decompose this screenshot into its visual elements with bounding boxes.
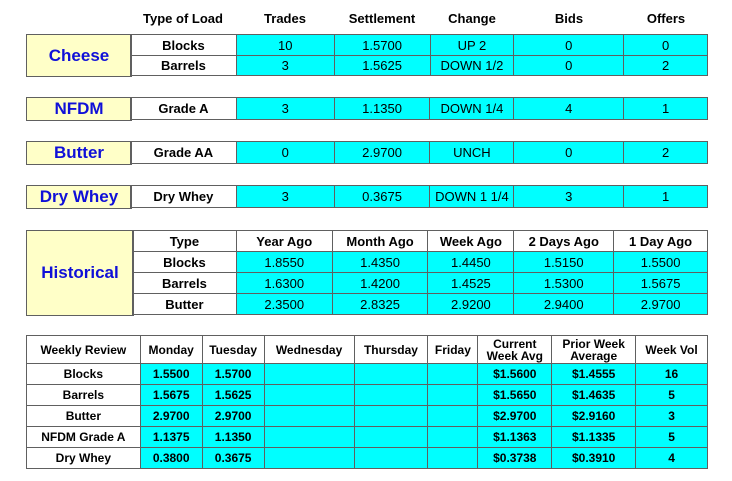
current-week-avg-cell: $1.1363: [478, 427, 552, 448]
offers-cell: 1: [624, 98, 708, 120]
value-cell: 1.5300: [514, 273, 614, 294]
trades-cell: 3: [236, 56, 334, 76]
weekly-header-friday: Friday: [428, 336, 478, 364]
table-row: [27, 364, 708, 385]
weekly-header-wednesday: Wednesday: [264, 336, 354, 364]
tuesday-cell: 1.5625: [202, 385, 264, 406]
prior-week-average-cell: $1.1335: [552, 427, 636, 448]
section-label-historical: Historical: [26, 230, 134, 316]
thursday-cell: [354, 448, 428, 469]
value-cell: 1.4450: [428, 252, 514, 273]
hist-header-1-day-ago: 1 Day Ago: [614, 231, 708, 252]
historical-table: [132, 230, 708, 315]
hist-header-month-ago: Month Ago: [332, 231, 428, 252]
wednesday-cell: [264, 448, 354, 469]
week-vol-cell: 3: [636, 406, 708, 427]
value-cell: 1.6300: [236, 273, 332, 294]
trades-cell: 3: [236, 98, 334, 120]
value-cell: 1.8550: [236, 252, 332, 273]
header-change: Change: [448, 11, 496, 26]
trades-cell: 0: [236, 142, 334, 164]
bids-cell: 0: [514, 142, 624, 164]
monday-cell: 1.1375: [140, 427, 202, 448]
table-row: [133, 273, 708, 294]
current-week-avg-cell: $0.3738: [478, 448, 552, 469]
monday-cell: 0.3800: [140, 448, 202, 469]
cheese-table: [130, 34, 708, 76]
value-cell: 1.5150: [514, 252, 614, 273]
settlement-cell: 1.5700: [334, 35, 430, 56]
weekly-header-current-week-avg: Current Week Avg: [478, 336, 552, 364]
change-cell: DOWN 1/4: [430, 98, 514, 120]
prior-week-average-cell: $1.4555: [552, 364, 636, 385]
change-cell: UNCH: [430, 142, 514, 164]
wednesday-cell: [264, 385, 354, 406]
week-vol-cell: 5: [636, 385, 708, 406]
table-row: [133, 252, 708, 273]
nfdm-table: [130, 97, 708, 120]
weekly-review-table: [26, 335, 708, 469]
table-row: [131, 35, 708, 56]
value-cell: 1.4525: [428, 273, 514, 294]
tuesday-cell: 1.5700: [202, 364, 264, 385]
table-row: [131, 56, 708, 76]
table-row: [27, 385, 708, 406]
thursday-cell: [354, 385, 428, 406]
row-type: Barrels: [131, 56, 237, 76]
value-cell: 1.4350: [332, 252, 428, 273]
dry-whey-table: [130, 185, 708, 208]
monday-cell: 1.5500: [140, 364, 202, 385]
tuesday-cell: 1.1350: [202, 427, 264, 448]
current-week-avg-cell: $1.5600: [478, 364, 552, 385]
friday-cell: [428, 364, 478, 385]
table-row: [133, 294, 708, 315]
settlement-cell: 0.3675: [334, 186, 430, 208]
table-row: [27, 427, 708, 448]
change-cell: DOWN 1 1/4: [430, 186, 514, 208]
bids-cell: 4: [514, 98, 624, 120]
current-week-avg-cell: $2.9700: [478, 406, 552, 427]
value-cell: 2.9700: [614, 294, 708, 315]
offers-cell: 0: [624, 35, 708, 56]
value-cell: 1.4200: [332, 273, 428, 294]
week-vol-cell: 5: [636, 427, 708, 448]
weekly-header-week-vol: Week Vol: [636, 336, 708, 364]
settlement-cell: 1.1350: [334, 98, 430, 120]
trades-cell: 10: [236, 35, 334, 56]
value-cell: 2.9400: [514, 294, 614, 315]
settlement-cell: 2.9700: [334, 142, 430, 164]
header-trades: Trades: [264, 11, 306, 26]
trades-cell: 3: [236, 186, 334, 208]
header-settlement: Settlement: [348, 11, 416, 26]
row-type: Blocks: [131, 35, 237, 56]
change-cell: DOWN 1/2: [430, 56, 514, 76]
wednesday-cell: [264, 427, 354, 448]
value-cell: 2.8325: [332, 294, 428, 315]
hist-header-2-days-ago: 2 Days Ago: [514, 231, 614, 252]
prior-week-average-cell: $2.9160: [552, 406, 636, 427]
value-cell: 2.9200: [428, 294, 514, 315]
wednesday-cell: [264, 406, 354, 427]
weekly-header-row: [27, 336, 708, 364]
thursday-cell: [354, 406, 428, 427]
value-cell: 1.5500: [614, 252, 708, 273]
friday-cell: [428, 448, 478, 469]
monday-cell: 2.9700: [140, 406, 202, 427]
row-type: Blocks: [27, 364, 141, 385]
bids-cell: 0: [514, 56, 624, 76]
prior-week-average-cell: $0.3910: [552, 448, 636, 469]
settlement-cell: 1.5625: [334, 56, 430, 76]
weekly-header-thursday: Thursday: [354, 336, 428, 364]
week-vol-cell: 4: [636, 448, 708, 469]
tuesday-cell: 0.3675: [202, 448, 264, 469]
friday-cell: [428, 406, 478, 427]
tuesday-cell: 2.9700: [202, 406, 264, 427]
current-week-avg-cell: $1.5650: [478, 385, 552, 406]
weekly-header-review: Weekly Review: [27, 336, 141, 364]
hist-header-week-ago: Week Ago: [428, 231, 514, 252]
section-label-cheese: Cheese: [26, 34, 132, 77]
weekly-header-tuesday: Tuesday: [202, 336, 264, 364]
header-offers: Offers: [646, 11, 686, 26]
row-type: Barrels: [27, 385, 141, 406]
hist-header-year-ago: Year Ago: [236, 231, 332, 252]
change-cell: UP 2: [430, 35, 514, 56]
row-type: Butter: [27, 406, 141, 427]
bids-cell: 3: [514, 186, 624, 208]
bids-cell: 0: [514, 35, 624, 56]
row-type: Grade A: [131, 98, 237, 120]
monday-cell: 1.5675: [140, 385, 202, 406]
prior-week-average-cell: $1.4635: [552, 385, 636, 406]
row-type: Dry Whey: [131, 186, 237, 208]
wednesday-cell: [264, 364, 354, 385]
row-type: Barrels: [133, 273, 237, 294]
thursday-cell: [354, 427, 428, 448]
offers-cell: 2: [624, 56, 708, 76]
offers-cell: 2: [624, 142, 708, 164]
row-type: NFDM Grade A: [27, 427, 141, 448]
thursday-cell: [354, 364, 428, 385]
offers-cell: 1: [624, 186, 708, 208]
value-cell: 1.5675: [614, 273, 708, 294]
historical-header-row: [133, 231, 708, 252]
row-type: Blocks: [133, 252, 237, 273]
section-label-dry-whey: Dry Whey: [26, 185, 132, 209]
section-label-nfdm: NFDM: [26, 97, 132, 121]
weekly-header-monday: Monday: [140, 336, 202, 364]
friday-cell: [428, 385, 478, 406]
row-type: Dry Whey: [27, 448, 141, 469]
weekly-header-prior-week-average: Prior Week Average: [552, 336, 636, 364]
butter-table: [130, 141, 708, 164]
table-row: [131, 186, 708, 208]
table-row: [27, 448, 708, 469]
table-row: [131, 98, 708, 120]
row-type: Grade AA: [131, 142, 237, 164]
row-type: Butter: [133, 294, 237, 315]
week-vol-cell: 16: [636, 364, 708, 385]
header-bids: Bids: [554, 11, 584, 26]
friday-cell: [428, 427, 478, 448]
value-cell: 2.3500: [236, 294, 332, 315]
header-type-of-load: Type of Load: [143, 11, 223, 26]
table-row: [27, 406, 708, 427]
table-row: [131, 142, 708, 164]
hist-header-type: Type: [133, 231, 237, 252]
section-label-butter: Butter: [26, 141, 132, 165]
